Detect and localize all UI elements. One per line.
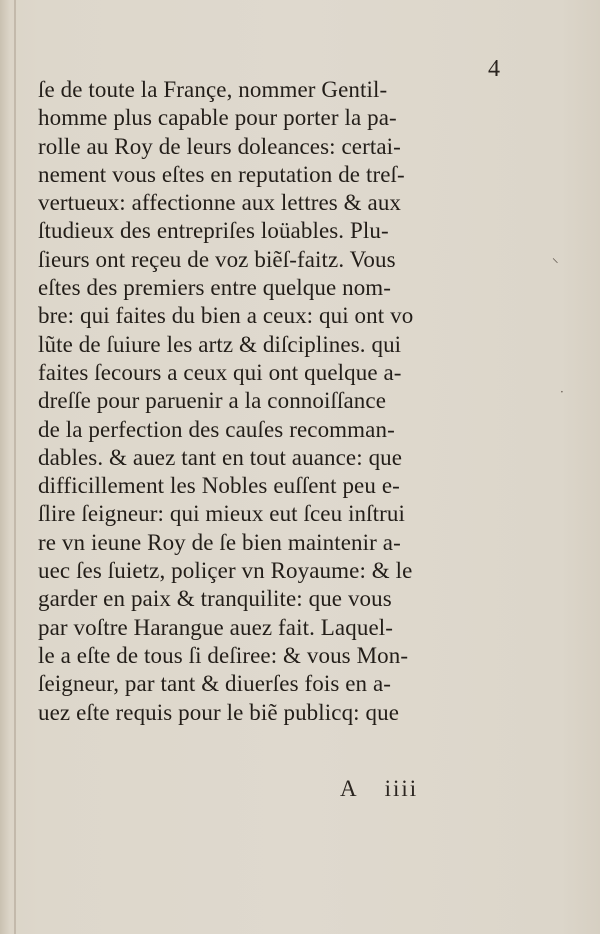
text-line: rolle au Roy de leurs doleances: certai-: [38, 133, 401, 159]
page-number: 4: [488, 56, 500, 82]
text-line: dables. & auez tant en tout auance: que: [38, 444, 403, 470]
text-line: eſtes des premiers entre quelque nom-: [38, 275, 392, 301]
text-line: uez eſte requis pour le biẽ publicq: que: [38, 699, 400, 725]
text-line: dreſſe pour paruenir a la connoiſſance: [38, 388, 387, 414]
text-line: difficillement les Nobles euſſent peu e-: [38, 473, 400, 499]
margin-mark-icon: ⸜: [552, 251, 559, 266]
text-line: le a eſte de tous ſi deſiree: & vous Mon-: [38, 642, 409, 668]
text-line: de la perfection des cauſes recomman-: [38, 416, 395, 442]
signature-letter: A: [340, 776, 359, 801]
signature-numeral: iiii: [384, 776, 419, 801]
text-line: ſlire ſeigneur: qui mieux eut ſceu inſtrui: [38, 501, 405, 527]
text-line: homme plus capable pour porter la pa-: [38, 105, 397, 131]
text-line: faites ſecours a ceux qui ont quelque a-: [38, 359, 402, 385]
signature-mark: [340, 776, 418, 802]
body-text: [38, 76, 508, 727]
text-line: lũte de ſuiure les artz & diſciplines. qui: [38, 331, 402, 357]
text-line: uec ſes ſuietz, poliçer vn Royaume: & le: [38, 558, 413, 584]
text-line: ſe de toute la Françe, nommer Gentil-: [38, 77, 388, 102]
gutter-shadow: [14, 0, 16, 934]
text-line: ſtudieux des entrepriſes loüables. Plu-: [38, 218, 389, 244]
text-line: bre: qui faites du bien a ceux: qui ont vo: [38, 303, 414, 329]
text-line: ſeigneur, par tant & diuerſes fois en a-: [38, 671, 392, 697]
margin-mark-icon: ·: [560, 385, 564, 399]
text-line: vertueux: affectionne aux lettres & aux: [38, 190, 402, 216]
text-line: re vn ieune Roy de ſe bien maintenir a-: [38, 529, 401, 555]
text-line: garder en paix & tranquilite: que vous: [38, 586, 392, 612]
text-line: nement vous eſtes en reputation de treſ-: [38, 161, 405, 187]
text-line: ſieurs ont reçeu de voz biẽſ-faitz. Vous: [38, 246, 396, 272]
text-line: par voſtre Harangue auez fait. Laquel-: [38, 614, 393, 640]
